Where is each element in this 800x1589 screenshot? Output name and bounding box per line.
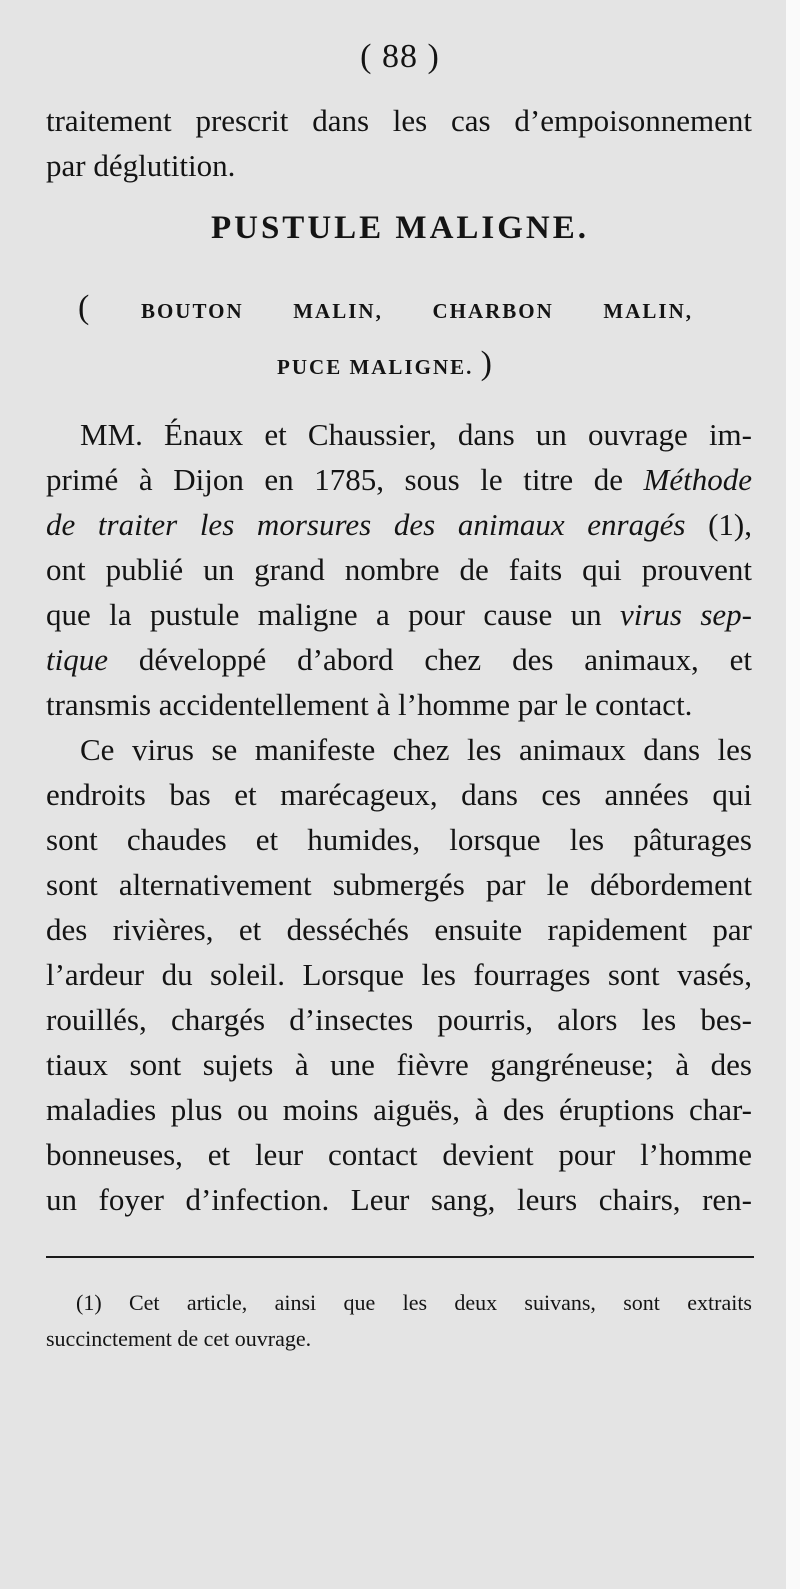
text-line: ont publié un grand nombre de faits qui prouvent bbox=[46, 552, 752, 587]
text-line: endroits bas et marécageux, dans ces années qui bbox=[46, 777, 752, 812]
footnote-line: succinctement de cet ouvrage. bbox=[46, 1326, 312, 1351]
section-subheading bbox=[78, 280, 693, 392]
text-line: sont chaudes et humides, lorsque les pâturages bbox=[46, 822, 752, 857]
text-span: développé d’abord chez des animaux, et bbox=[138, 642, 753, 677]
text-line: par déglutition. bbox=[46, 148, 236, 183]
italic-title: Méthode bbox=[643, 462, 752, 497]
text-line bbox=[46, 457, 752, 502]
close-parenthesis: ) bbox=[480, 345, 494, 382]
italic-title: de traiter les morsures des animaux enragés bbox=[46, 507, 686, 542]
text-line: traitement prescrit dans les cas d’empoisonnement bbox=[46, 103, 752, 138]
text-line: MM. Énaux et Chaussier, dans un ouvrage im- bbox=[80, 417, 752, 452]
paragraph bbox=[46, 412, 752, 727]
footnote bbox=[46, 1285, 752, 1357]
italic-term: virus sep- bbox=[619, 597, 752, 632]
text-line bbox=[46, 502, 752, 547]
text-line: bonneuses, et leur contact devient pour l’homme bbox=[46, 1137, 752, 1172]
footnote-divider bbox=[46, 1256, 754, 1258]
text-span: que la pustule maligne a pour cause un bbox=[46, 597, 602, 632]
page-number: ( 88 ) bbox=[360, 38, 440, 75]
subheading-line bbox=[78, 280, 693, 336]
text-line: transmis accidentellement à l’homme par le contact. bbox=[46, 687, 693, 722]
text-line: des rivières, et desséchés ensuite rapidement par bbox=[46, 912, 752, 947]
subheading-text: PUCE MALIGNE. bbox=[277, 355, 474, 379]
footnote-reference: (1), bbox=[708, 507, 752, 542]
text-line bbox=[46, 592, 752, 637]
italic-term: tique bbox=[46, 642, 108, 677]
text-line: rouillés, chargés d’insectes pourris, alors les bes- bbox=[46, 1002, 752, 1037]
open-parenthesis: ( bbox=[78, 289, 92, 326]
subheading-text: BOUTON MALIN, CHARBON MALIN, bbox=[140, 299, 694, 323]
text-line: tiaux sont sujets à une fièvre gangréneuse; à des bbox=[46, 1047, 752, 1082]
text-line: sont alternativement submergés par le débordement bbox=[46, 867, 752, 902]
continuation-text bbox=[46, 98, 752, 188]
text-line bbox=[46, 637, 752, 682]
paragraph bbox=[46, 727, 752, 1222]
text-line: un foyer d’infection. Leur sang, leurs chairs, ren- bbox=[46, 1182, 752, 1217]
section-heading: PUSTULE MALIGNE. bbox=[210, 210, 590, 246]
text-span: primé à Dijon en 1785, sous le titre de bbox=[46, 462, 623, 497]
text-line: l’ardeur du soleil. Lorsque les fourrages sont vasés, bbox=[46, 957, 752, 992]
text-line: maladies plus ou moins aiguës, à des éruptions char- bbox=[46, 1092, 752, 1127]
subheading-line bbox=[78, 336, 693, 392]
footnote-line: (1) Cet article, ainsi que les deux suivans, sont extraits bbox=[76, 1290, 752, 1315]
text-line: Ce virus se manifeste chez les animaux dans les bbox=[80, 732, 752, 767]
